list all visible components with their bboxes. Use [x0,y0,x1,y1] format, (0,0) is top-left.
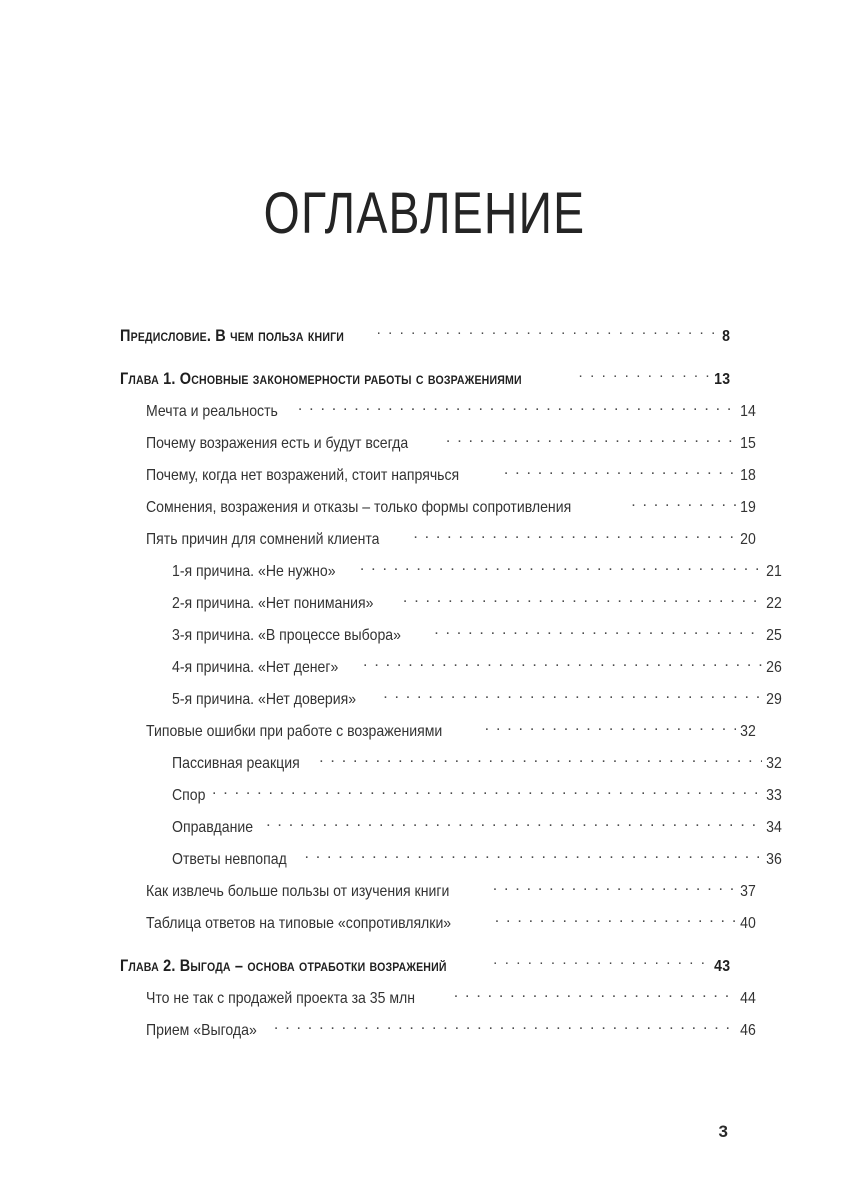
dot-leader [579,368,710,385]
dot-leader [454,987,736,1003]
toc-entry-level-2[interactable] [146,432,756,454]
dot-leader [298,400,736,416]
folio-number: 3 [718,1122,728,1141]
toc-entry-page-number: 29 [766,691,782,708]
dot-leader [413,528,736,544]
toc-entry-page-number: 34 [766,819,782,836]
toc-entry-level-3[interactable] [172,816,782,838]
dot-leader [504,464,736,480]
toc-entry-page-number: 33 [766,787,782,804]
toc-entry-title: Мечта и реальность [146,403,278,420]
dot-leader [493,880,737,896]
dot-leader [631,496,736,512]
toc-entry-title: Почему возражения есть и будут всегда [146,435,409,452]
toc-entry-title: Глава 2. Выгода – основа отработки возражений [120,956,447,975]
toc-entry-page-number: 18 [740,467,756,484]
toc-entry-level-2[interactable] [146,496,756,518]
toc-entry-title: 3-я причина. «В процессе выбора» [172,627,401,644]
toc-entry-title: Почему, когда нет возражений, стоит напрячься [146,467,460,484]
dot-leader [495,912,736,928]
toc-entry-page-number: 21 [766,563,782,580]
toc-entry-page-number: 36 [766,851,782,868]
toc-entry-level-2[interactable] [146,987,756,1009]
toc-entry-title: Как извлечь больше пользы от изучения книги [146,883,450,900]
toc-entry-level-2[interactable] [146,464,756,486]
toc-entry-page-number: 13 [713,371,730,388]
dot-leader [266,816,762,832]
dot-leader [304,848,762,864]
toc-entry-page-number: 19 [740,499,756,516]
toc-entry-title: Предисловие. В чем польза книги [120,326,345,345]
toc-entry-level-3[interactable] [172,656,782,678]
toc-entry-page-number: 26 [766,659,782,676]
toc-entry-page-number: 32 [766,755,782,772]
toc-entry-page-number: 15 [740,435,756,452]
toc-entry-page-number: 44 [740,989,756,1007]
dot-leader [212,784,762,800]
toc-entry-level-3[interactable] [172,784,782,806]
toc-entry-page-number: 20 [740,531,756,548]
dot-leader [434,624,762,640]
toc-entry-level-2[interactable] [146,720,756,742]
toc-entry-level-1[interactable] [120,324,730,348]
toc-entry-page-number: 40 [740,915,756,932]
toc-entry-title: Типовые ошибки при работе с возражениями [146,723,443,740]
toc-entry-page-number: 25 [766,627,782,644]
dot-leader [377,324,719,341]
toc-entry-title: Таблица ответов на типовые «сопротивлялки» [146,915,452,932]
toc-entry-level-1[interactable] [120,954,730,978]
table-of-contents [120,324,782,1041]
dot-leader [403,592,762,608]
toc-entry-title: Ответы невпопад [172,851,287,868]
toc-entry-level-3[interactable] [172,752,782,774]
toc-entry-title: Пассивная реакция [172,755,300,772]
toc-entry-title: Пять причин для сомнений клиента [146,531,380,548]
toc-entry-title: Глава 1. Основные закономерности работы с возражениями [120,370,522,388]
toc-entry-title: Прием «Выгода» [146,1021,257,1039]
dot-leader [319,752,762,768]
toc-entry-title: 4-я причина. «Нет денег» [172,659,339,676]
toc-entry-title: Спор [172,787,206,804]
toc-entry-page-number: 8 [721,327,730,345]
toc-entry-page-number: 43 [713,957,730,975]
toc-entry-level-2[interactable] [146,400,756,422]
toc-entry-level-2[interactable] [146,1019,756,1041]
toc-entry-level-1[interactable] [120,368,730,392]
toc-entry-title: 2-я причина. «Нет понимания» [172,595,374,612]
toc-entry-title: 1-я причина. «Не нужно» [172,563,336,580]
toc-entry-title: Сомнения, возражения и отказы – только формы сопротивления [146,499,572,516]
toc-entry-page-number: 32 [740,723,756,740]
toc-entry-title: 5-я причина. «Нет доверия» [172,691,357,708]
toc-entry-title: Что не так с продажей проекта за 35 млн [146,989,416,1007]
toc-entry-level-3[interactable] [172,592,782,614]
dot-leader [360,560,762,576]
toc-entry-level-3[interactable] [172,688,782,710]
dot-leader [485,720,737,736]
dot-leader [363,656,762,672]
toc-entry-level-3[interactable] [172,560,782,582]
page-title: ОГЛАВЛЕНИЕ [263,181,586,246]
dot-leader [274,1019,736,1035]
toc-entry-page-number: 22 [766,595,782,612]
toc-entry-title: Оправдание [172,819,254,836]
toc-entry-level-2[interactable] [146,912,756,934]
dot-leader [383,688,762,704]
toc-entry-page-number: 14 [740,403,756,420]
dot-leader [493,954,710,971]
toc-entry-level-3[interactable] [172,624,782,646]
toc-entry-level-3[interactable] [172,848,782,870]
toc-entry-page-number: 46 [740,1021,756,1039]
toc-entry-level-2[interactable] [146,880,756,902]
toc-entry-level-2[interactable] [146,528,756,550]
toc-entry-page-number: 37 [740,883,756,900]
dot-leader [446,432,736,448]
